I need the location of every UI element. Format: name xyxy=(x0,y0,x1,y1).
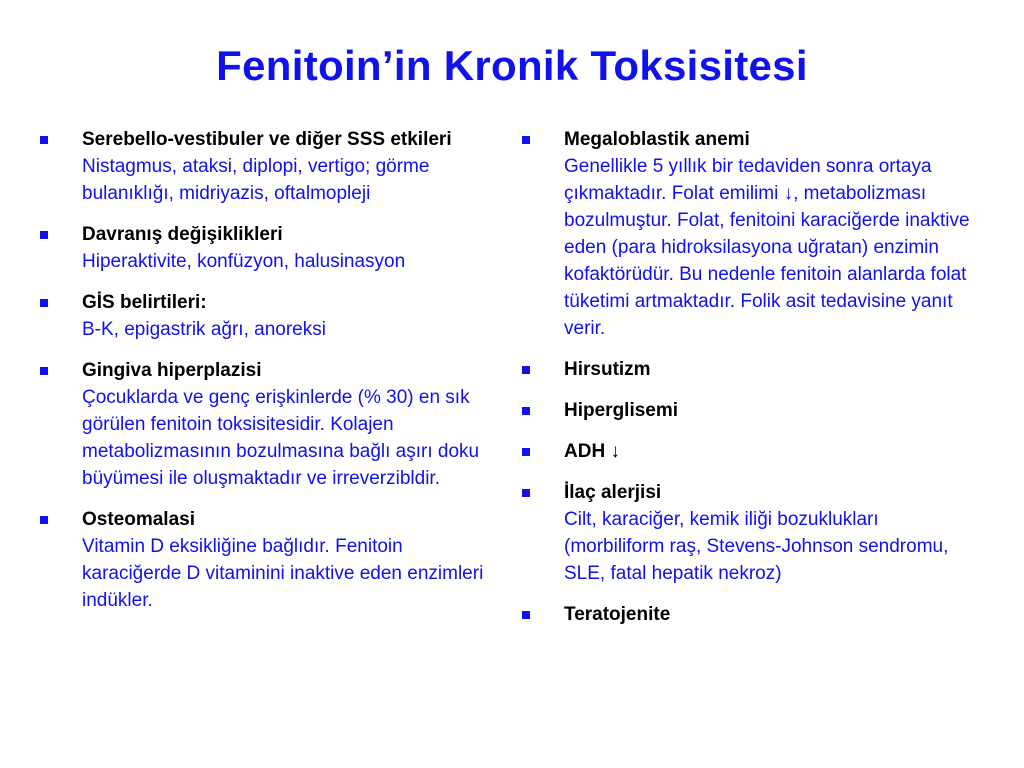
square-bullet-icon xyxy=(522,407,530,415)
item-description: Vitamin D eksikliğine bağlıdır. Fenitoin karaciğerde D vitaminini inaktive eden enzimleri indükler. xyxy=(82,536,484,611)
square-bullet-icon xyxy=(40,516,48,524)
item-heading: ADH ↓ xyxy=(564,441,620,462)
item-heading: Gingiva hiperplazisi xyxy=(82,360,262,381)
square-bullet-icon xyxy=(522,448,530,456)
item-heading: Teratojenite xyxy=(564,604,671,625)
square-bullet-icon xyxy=(522,611,530,619)
left-column xyxy=(40,126,490,628)
item-heading: GİS belirtileri: xyxy=(82,292,207,313)
list-item xyxy=(522,601,982,628)
item-heading: Osteomalasi xyxy=(82,509,195,530)
list-item xyxy=(40,289,490,343)
list-item xyxy=(40,126,490,207)
list-item xyxy=(522,126,982,342)
square-bullet-icon xyxy=(522,366,530,374)
item-heading: İlaç alerjisi xyxy=(564,482,662,503)
item-heading: Serebello-vestibuler ve diğer SSS etkileri xyxy=(82,129,452,150)
square-bullet-icon xyxy=(40,299,48,307)
item-heading: Hirsutizm xyxy=(564,359,651,380)
item-description: Çocuklarda ve genç erişkinlerde (% 30) en sık görülen fenitoin toksisitesidir. Kolajen metabolizmasının bozulmasına bağlı aşırı doku büyümesi ile oluşmaktadır ve irreverzibldir. xyxy=(82,387,480,489)
list-item xyxy=(522,479,982,587)
list-item xyxy=(40,506,490,614)
item-description: Genellikle 5 yıllık bir tedaviden sonra ortaya çıkmaktadır. Folat emilimi ↓, metabolizması bozulmuştur. Folat, fenitoini karaciğerde inaktive eden (para hidroksilasyona uğratan) enzimin kofaktörüdür. Bu nedenle fenitoin alanlarda folat tüketimi artmaktadır. Folik asit tedavisine yanıt verir. xyxy=(564,156,970,339)
item-heading: Megaloblastik anemi xyxy=(564,129,750,150)
square-bullet-icon xyxy=(40,367,48,375)
right-column xyxy=(522,126,982,642)
list-item xyxy=(40,221,490,275)
list-item xyxy=(40,357,490,492)
square-bullet-icon xyxy=(522,489,530,497)
item-description: Hiperaktivite, konfüzyon, halusinasyon xyxy=(82,251,406,272)
list-item xyxy=(522,356,982,383)
item-description: Cilt, karaciğer, kemik iliği bozuklukları (morbiliform raş, Stevens-Johnson sendromu, SLE, fatal hepatik nekroz) xyxy=(564,509,949,584)
square-bullet-icon xyxy=(40,231,48,239)
item-description: B-K, epigastrik ağrı, anoreksi xyxy=(82,319,326,340)
square-bullet-icon xyxy=(40,136,48,144)
slide-title: Fenitoin’in Kronik Toksisitesi xyxy=(216,42,808,89)
item-heading: Davranış değişiklikleri xyxy=(82,224,283,245)
square-bullet-icon xyxy=(522,136,530,144)
list-item xyxy=(522,397,982,424)
item-description: Nistagmus, ataksi, diplopi, vertigo; görme bulanıklığı, midriyazis, oftalmopleji xyxy=(82,156,430,204)
item-heading: Hiperglisemi xyxy=(564,400,679,421)
list-item xyxy=(522,438,982,465)
